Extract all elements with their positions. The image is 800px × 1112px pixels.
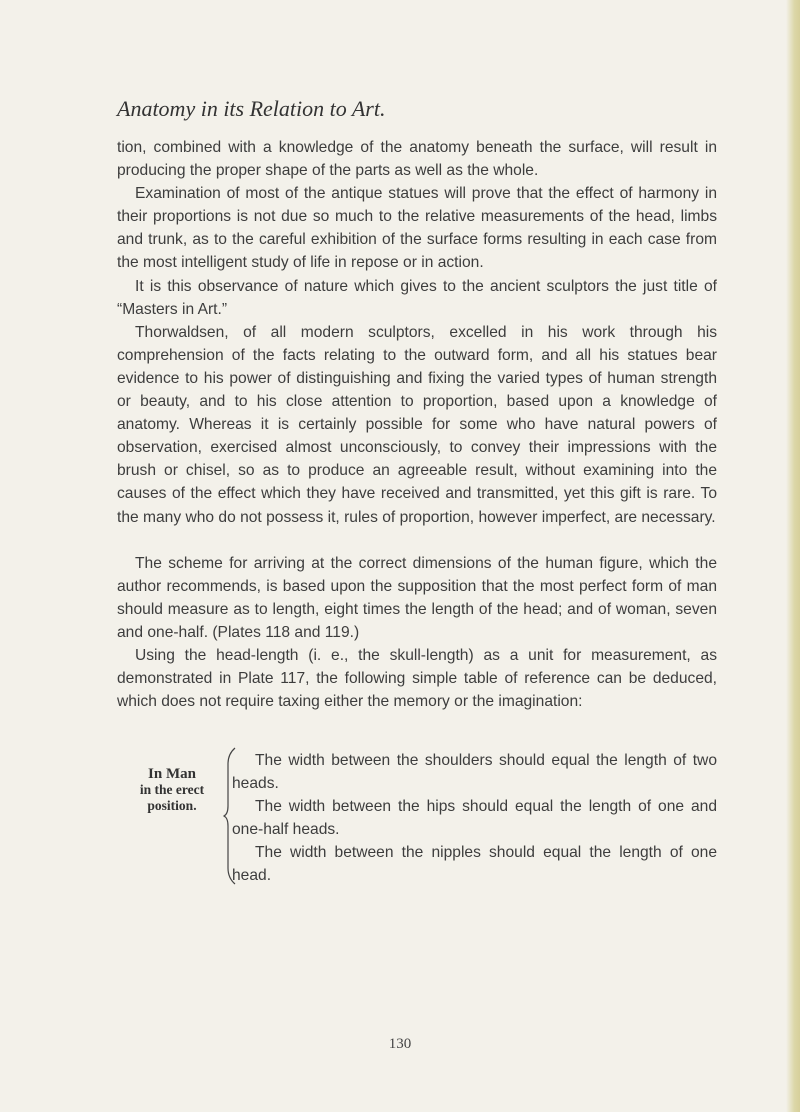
- running-head: Anatomy in its Relation to Art.: [117, 96, 386, 121]
- rule-item: The width between the shoulders should equal the length of two heads.: [232, 752, 717, 793]
- rules-list: [232, 749, 717, 888]
- body-text: [117, 136, 717, 713]
- rule-item: The width between the nipples should equal the length of one head.: [232, 844, 717, 885]
- margin-note-line: in the erect: [139, 782, 205, 797]
- rule-item: The width between the hips should equal the length of one and one-half heads.: [232, 798, 717, 839]
- paragraph: The scheme for arriving at the correct dimensions of the human figure, which the author recommends, is based upon the supposition that the most perfect form of man should measure as to length, eight times the length of the head; and of woman, seven and one-half. (Plates 118 and 119.): [117, 554, 717, 641]
- proportion-table: [0, 654, 800, 885]
- paragraph: tion, combined with a knowledge of the anatomy beneath the surface, will result in producing the proper shape of the parts as well as the whole.: [117, 139, 717, 180]
- paragraph: Using the head-length (i. e., the skull-length) as a unit for measurement, as demonstrated in Plate 117, the following simple table of reference can be deduced, which does not require taxing either the memory or the imagination:: [117, 646, 717, 711]
- paragraph: It is this observance of nature which gives to the ancient sculptors the just title of “Masters in Art.”: [117, 277, 717, 318]
- page-number: 130: [388, 1036, 412, 1052]
- margin-note-line: In Man: [148, 766, 196, 782]
- margin-note: [117, 766, 227, 814]
- page-edge: [786, 0, 800, 1112]
- paragraph: Thorwaldsen, of all modern sculptors, excelled in his work through his comprehension of the facts relating to the outward form, and all his statues bear evidence to his power of distinguishing and fixing the varied types of human strength or beauty, and to his close attention to proportion, based upon a knowledge of anatomy. Whereas it is certainly possible for some who have natural powers of observation, exercised almost unconsciously, to convey their impressions with the brush or chisel, so as to produce an agreeable result, without examining into the causes of the effect which they have received and transmitted, yet this gift is rare. To the many who do not possess it, rules of proportion, however imperfect, are necessary.: [117, 323, 717, 526]
- margin-note-line: position.: [147, 798, 197, 813]
- paragraph: Examination of most of the antique statues will prove that the effect of harmony in their proportions is not due so much to the relative measurements of the head, limbs and trunk, as to the careful exhibition of the surface forms resulting in each case from the most intelligent study of life in repose or in action.: [117, 185, 717, 272]
